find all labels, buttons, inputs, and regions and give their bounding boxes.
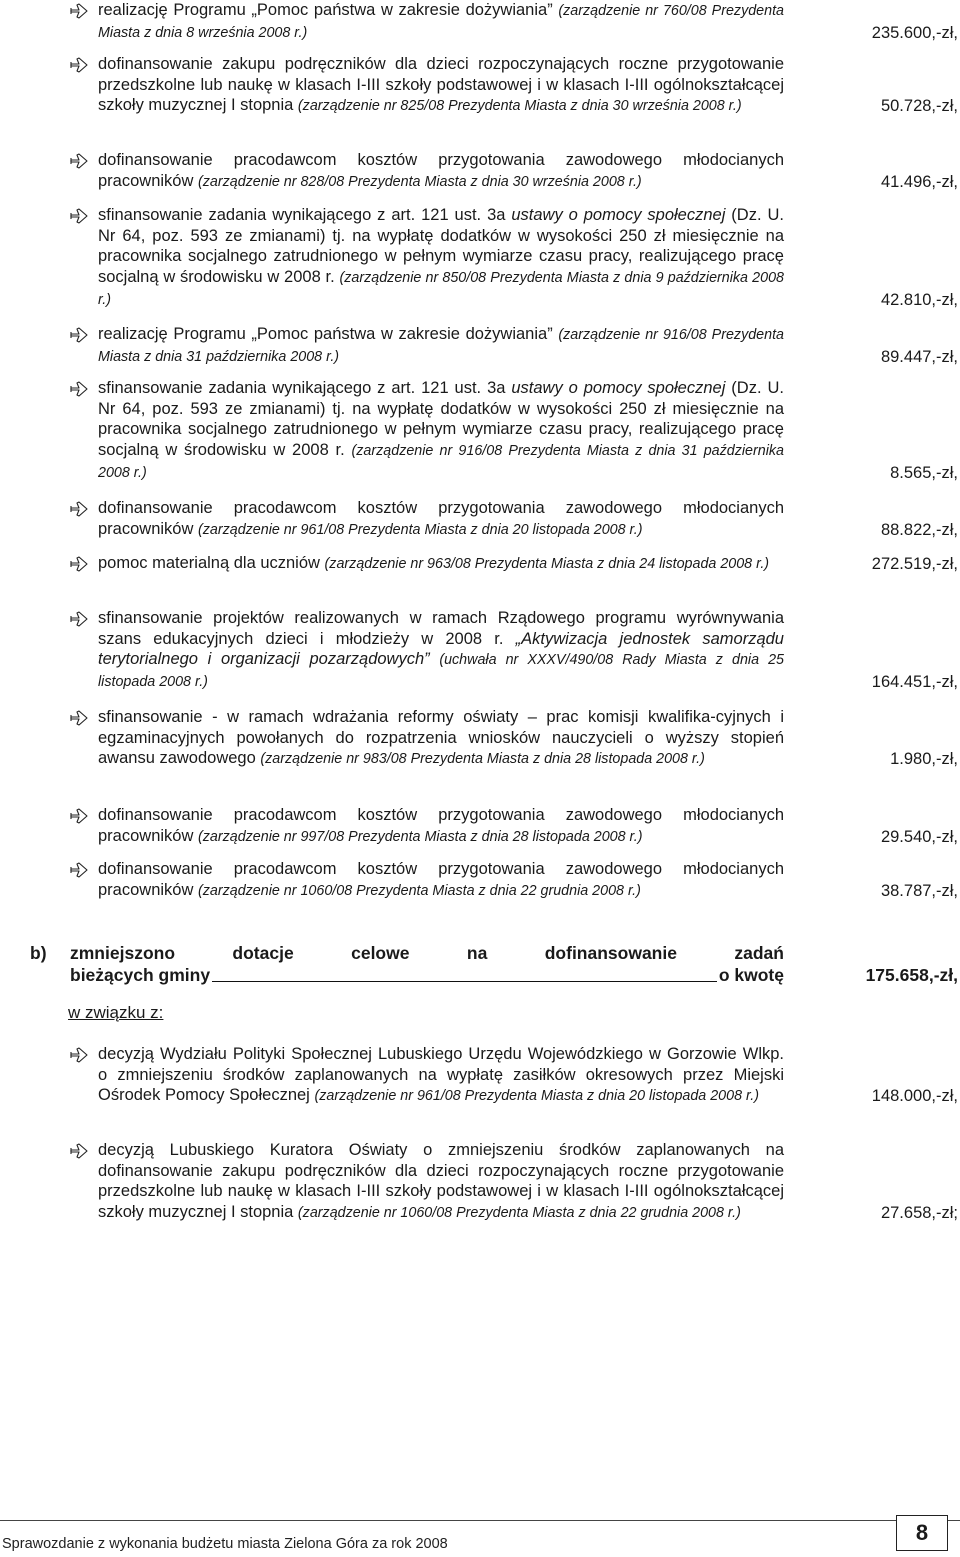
section-b-amount: 175.658,-zł, — [865, 965, 958, 985]
item-reference: (zarządzenie nr 760/08 Prezydenta Miasta z dnia 8 września 2008 r.) — [98, 3, 785, 41]
hand-pointing-right-icon — [68, 500, 90, 518]
item-reference: (zarządzenie nr 828/08 Prezydenta Miasta z dnia 30 września 2008 r.) — [197, 173, 642, 190]
item-text: dofinansowanie pracodawcom kosztów przygotowania zawodowego młodocianych pracowników (zarządzenie nr 828/08 Prezydenta Miasta z dnia 30 września 2008 r.) — [98, 151, 784, 190]
hand-pointing-right-icon — [68, 326, 90, 344]
fill-underline — [212, 980, 717, 982]
item-text: pomoc materialną dla uczniów (zarządzenie nr 963/08 Prezydenta Miasta z dnia 24 listopada 2008 r.) — [98, 554, 770, 572]
item-amount: 29.540,-zł, — [880, 827, 958, 846]
item-amount: 27.658,-zł; — [880, 1204, 958, 1223]
list-item — [68, 498, 958, 540]
item-text: decyzją Lubuskiego Kuratora Oświaty o zmniejszeniu środków zaplanowanych na dofinansowanie zakupu podręczników dla dzieci rozpoczynających roczne przygotowanie przedszkolne lub naukę w klasach I-III szkoły podstawowej i w klasach I-III ogólnokształcącej szkoły muzycznej I stopnia (zarządzenie nr 1060/08 Prezydenta Miasta z dnia 22 grudnia 2008 r.) — [98, 1141, 784, 1222]
item-text: realizację Programu „Pomoc państwa w zakresie dożywiania” (zarządzenie nr 916/08 Prezydenta Miasta z dnia 31 października 2008 r.) — [98, 325, 785, 365]
item-reference: (zarządzenie nr 963/08 Prezydenta Miasta z dnia 24 listopada 2008 r.) — [324, 556, 770, 572]
item-reference: (zarządzenie nr 983/08 Prezydenta Miasta z dnia 28 listopada 2008 r.) — [260, 751, 705, 768]
item-reference: (zarządzenie nr 916/08 Prezydenta Miasta z dnia 31 października 2008 r.) — [98, 327, 785, 365]
list-item — [68, 553, 958, 575]
list-item — [68, 378, 958, 484]
item-amount: 272.519,-zł, — [871, 555, 958, 573]
item-amount: 1.980,-zł, — [890, 750, 958, 769]
section-b-label: b) — [30, 943, 47, 963]
hand-pointing-right-icon — [68, 555, 90, 573]
section-b — [30, 942, 958, 986]
footer-rule — [0, 1520, 960, 1521]
hand-pointing-right-icon — [68, 1046, 90, 1064]
item-amount: 42.810,-zł, — [880, 290, 958, 309]
item-amount: 8.565,-zł, — [890, 463, 958, 482]
reason-label: w związku z: — [68, 1003, 164, 1022]
list-item — [68, 0, 958, 43]
list-item — [68, 324, 958, 367]
item-amount: 148.000,-zł, — [871, 1087, 958, 1106]
list-item — [68, 805, 958, 847]
item-text: dofinansowanie pracodawcom kosztów przygotowania zawodowego młodocianych pracowników (zarządzenie nr 961/08 Prezydenta Miasta z dnia 20 listopada 2008 r.) — [98, 499, 784, 538]
item-reference: (uchwała nr XXXV/490/08 Rady Miasta z dnia 25 listopada 2008 r.) — [98, 652, 784, 691]
item-amount: 164.451,-zł, — [871, 673, 958, 692]
item-reference: (zarządzenie nr 916/08 Prezydenta Miasta z dnia 31 października 2008 r.) — [98, 443, 784, 481]
hand-pointing-right-icon — [68, 610, 90, 628]
list-item — [68, 608, 958, 693]
hand-pointing-right-icon — [68, 709, 90, 727]
hand-pointing-right-icon — [68, 56, 90, 74]
item-amount: 235.600,-zł, — [871, 23, 958, 42]
hand-pointing-right-icon — [68, 380, 90, 398]
hand-pointing-right-icon — [68, 1142, 90, 1160]
item-text: sfinansowanie zadania wynikającego z art. 121 ust. 3a ustawy o pomocy społecznej (Dz. U. Nr 64, poz. 593 ze zmianami) tj. na wypłatę dodatków w wysokości 250 zł miesięcznie na pracownika socjalnego zatrudnionego w pełnym wymiarze czasu pracy, realizującego pracę socjalną w środowisku w 2008 r. (zarządzenie nr 916/08 Prezydenta Miasta z dnia 31 października 2008 r.) — [98, 379, 784, 481]
item-text: sfinansowanie - w ramach wdrażania reformy oświaty – prac komisji kwalifika-cyjnych i egzaminacyjnych powołanych do rozpatrzenia wniosków nauczycieli o wyższy stopień awansu zawodowego (zarządzenie nr 983/08 Prezydenta Miasta z dnia 28 listopada 2008 r.) — [98, 708, 784, 768]
item-amount: 50.728,-zł, — [880, 97, 958, 116]
item-reference: (zarządzenie nr 825/08 Prezydenta Miasta z dnia 30 września 2008 r.) — [297, 98, 742, 115]
item-reference: (zarządzenie nr 1060/08 Prezydenta Miasta z dnia 22 grudnia 2008 r.) — [197, 882, 641, 899]
list-item — [68, 205, 958, 311]
item-amount: 38.787,-zł, — [880, 881, 958, 900]
item-amount: 88.822,-zł, — [880, 520, 958, 539]
item-text: dofinansowanie zakupu podręczników dla dzieci rozpoczynających roczne przygotowanie przedszkolne lub naukę w klasach I-III szkoły podstawowej i w klasach I-III ogólnokształcącej szkoły muzycznej I stopnia (zarządzenie nr 825/08 Prezydenta Miasta z dnia 30 września 2008 r.) — [98, 55, 784, 115]
item-reference: (zarządzenie nr 961/08 Prezydenta Miasta z dnia 20 listopada 2008 r.) — [314, 1088, 759, 1105]
item-reference: (zarządzenie nr 850/08 Prezydenta Miasta z dnia 9 października 2008 r.) — [98, 270, 784, 308]
footer-text: Sprawozdanie z wykonania budżetu miasta Zielona Góra za rok 2008 — [2, 1536, 448, 1552]
list-item — [68, 1044, 958, 1107]
hand-pointing-right-icon — [68, 152, 90, 170]
item-text: realizację Programu „Pomoc państwa w zakresie dożywiania” (zarządzenie nr 760/08 Prezydenta Miasta z dnia 8 września 2008 r.) — [98, 1, 785, 41]
list-item — [68, 859, 958, 901]
item-text: dofinansowanie pracodawcom kosztów przygotowania zawodowego młodocianych pracowników (zarządzenie nr 1060/08 Prezydenta Miasta z dnia 22 grudnia 2008 r.) — [98, 860, 784, 899]
item-amount: 41.496,-zł, — [880, 172, 958, 191]
item-amount: 89.447,-zł, — [880, 347, 958, 366]
hand-pointing-right-icon — [68, 2, 90, 20]
page-number: 8 — [896, 1515, 948, 1551]
item-reference: (zarządzenie nr 961/08 Prezydenta Miasta z dnia 20 listopada 2008 r.) — [197, 521, 643, 538]
hand-pointing-right-icon — [68, 807, 90, 825]
list-item — [68, 1140, 958, 1224]
item-text: dofinansowanie pracodawcom kosztów przygotowania zawodowego młodocianych pracowników (zarządzenie nr 997/08 Prezydenta Miasta z dnia 28 listopada 2008 r.) — [98, 806, 784, 845]
section-b-heading-line1: zmniejszono dotacje celowe na dofinansowanie zadań — [70, 943, 784, 963]
item-reference: (zarządzenie nr 1060/08 Prezydenta Miasta z dnia 22 grudnia 2008 r.) — [297, 1205, 741, 1222]
item-reference: (zarządzenie nr 997/08 Prezydenta Miasta z dnia 28 listopada 2008 r.) — [197, 828, 643, 845]
hand-pointing-right-icon — [68, 207, 90, 225]
list-item — [68, 54, 958, 117]
list-item — [68, 150, 958, 192]
item-text: sfinansowanie zadania wynikającego z art. 121 ust. 3a ustawy o pomocy społecznej (Dz. U. Nr 64, poz. 593 ze zmianami) tj. na wypłatę dodatków w wysokości 250 zł miesięcznie na pracownika socjalnego zatrudnionego w pełnym wymiarze czasu pracy, realizującego pracę socjalną w środowisku w 2008 r. (zarządzenie nr 850/08 Prezydenta Miasta z dnia 9 października 2008 r.) — [98, 206, 784, 308]
item-text: decyzją Wydziału Polityki Społecznej Lubuskiego Urzędu Wojewódzkiego w Gorzowie Wlkp. o zmniejszeniu środków zaplanowanych na wypłatę zasiłków okresowych przez Miejski Ośrodek Pomocy Społecznej (zarządzenie nr 961/08 Prezydenta Miasta z dnia 20 listopada 2008 r.) — [98, 1045, 784, 1105]
item-text: sfinansowanie projektów realizowanych w ramach Rządowego programu wyrównywania szans edukacyjnych dzieci i młodzieży w 2008 r. „Aktywizacja jednostek samorządu terytorialnego i organizacji pozarządowych” (uchwała nr XXXV/490/08 Rady Miasta z dnia 25 listopada 2008 r.) — [98, 609, 784, 691]
list-item — [68, 707, 958, 770]
section-b-heading-line2: bieżących gminy o kwotę — [70, 965, 784, 985]
hand-pointing-right-icon — [68, 861, 90, 879]
